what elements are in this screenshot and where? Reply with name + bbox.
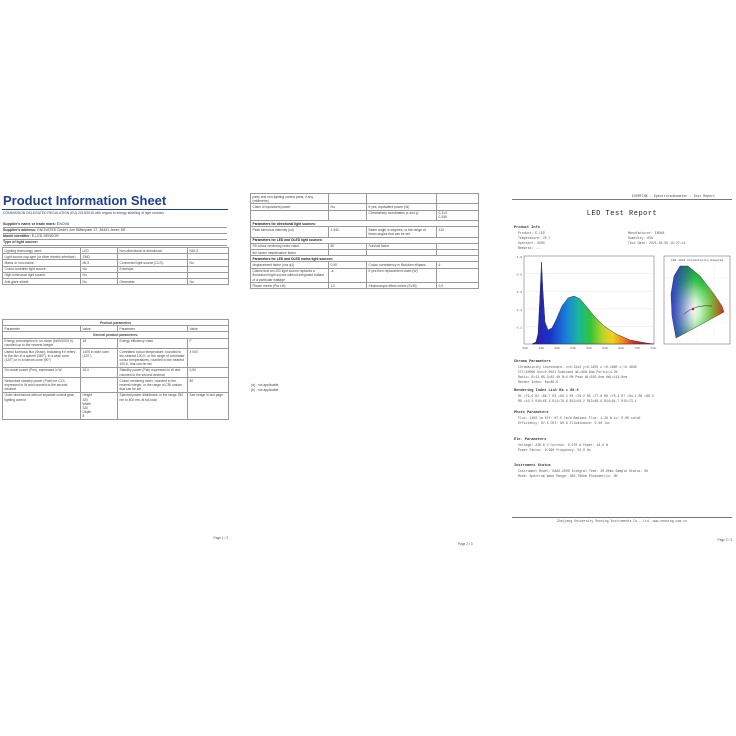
product-info-title: Product Info [514,226,540,230]
param-row-cell: Standby power (Psb) expressed in W and rounded to the second decimal [118,367,188,377]
type-row-cell: No [188,260,229,266]
type-row-cell: Light source cap-type (or other electric interface) [3,254,81,260]
inst-line: Instrument Model: HAAS-2000 Integral Time: 30.00ms Sample Status: OK [518,469,649,473]
type-label: Type of light source: [3,240,39,244]
mains-row-cell: Stroboscopic effect metric (SVM) [367,283,437,289]
elec-line: Voltage: 230.0 V Current: 0.070 A Power: 16.0 W [518,443,608,447]
type-row-cell: Connected light source (CLS): [118,260,188,266]
photo-title: Photo Parameters [514,411,549,415]
render-title: Rendering Index List Ra = 80.6 [514,389,579,393]
footnote-a: (a) - not applicable, [251,383,280,387]
supplier-name: ENOVA [56,222,70,226]
type-row-cell: Anti-glare shield: [3,279,81,285]
cont-row-cell: - [437,204,479,210]
page-number: Page 1 / 3 [213,536,228,540]
x-tick-label: 680 [618,347,624,350]
x-tick-label: 480 [554,347,560,350]
param-row [3,392,229,419]
dir-row-cell: Peak luminous intensity (cd) [251,227,329,237]
type-row-cell: MLS [81,260,118,266]
report-footer: Zhejiang University Sensing Instruments Co., Ltd. www.sensing.com.cn [556,519,688,523]
type-label-row [3,240,227,246]
dir-row-cell: 120 [437,227,479,237]
param-row-cell: - [81,378,118,393]
param-row-cell: 1400 in wide cone (120°) [81,349,118,368]
x-tick-label: 380 [522,347,528,350]
param-row [3,338,229,348]
led-row-cell: - [437,243,479,249]
chroma-line: Ratio: R=13.6% G=82.4% B=4.0% Peak WL=550.8nm HWL=116.0nm [518,375,628,379]
directional-header: Parameters for directional light sources: [251,221,479,227]
cont-row-cell: If yes, equivalent power (W) [367,204,437,210]
y-tick-label: 0.8 [516,273,522,277]
footer-rule [512,517,732,518]
type-row [3,279,229,285]
param-row [3,378,229,393]
supplier-name-label: Supplier's name or trade mark: [3,222,56,226]
footnote-b: (b) - not applicable. [251,388,280,392]
chromaticity-point [692,308,694,310]
param-row-cell: Energy efficiency class [118,338,188,348]
param-row-cell: 4 000 [188,349,229,368]
cont-row-cell [437,194,479,204]
chroma-title: Chroma Parameters [514,360,551,364]
photo-line: Flux: 1400 lm Eff: 87.5 lm/W Radiant Flux: 4.38 W Lv: 0.00 cd/m2 [518,416,641,420]
regulation-subtitle: COMMISSION DELEGATED REGULATION (EU) 2019/2015 with regard to energy labelling of light sources [3,211,164,215]
product-info-line: Operator: XXXX [518,241,545,245]
mains-row-cell: 0,90 [329,262,367,268]
cont-row-cell: 0,314 0,345 [437,210,479,220]
led-mains-header: Parameters for LED and OLED mains light sources: [251,256,479,262]
param-row-cell: Colour rendering index, rounded to the nearest integer, or the range of CRI-values that can be set [118,378,188,393]
cont-row-cell [329,194,367,204]
type-row-cell: Mains or non-mains: [3,260,81,266]
continued-table [250,193,479,289]
param-row-cell: 0,50 [188,367,229,377]
page-number: Page 2 / 3 [458,542,473,546]
y-tick-label: 0.2 [516,326,522,330]
type-row-cell: No [81,272,118,278]
cont-row-cell: parts and non-lighting control parts, if any, (millimetre) [251,194,329,204]
product-info-line: Humidity: 65% [628,236,653,240]
params-header: Product parameters [3,320,229,326]
x-tick-label: 530 [570,347,576,350]
cont-row [251,194,479,204]
cie-chart [662,254,732,356]
product-info-line: Test Date: 2021-03-05 15:27:14 [628,241,686,245]
x-tick-label: 780 [650,347,656,350]
type-row-cell: NDLS [188,248,229,254]
product-info-line: Remarks: ... [518,246,541,250]
y-tick-label: 0.4 [516,308,522,312]
chroma-line: Chromaticity Coordinate: x=0.3142 y=0.3455 u'=0.1960 v'=0.4849 [518,365,637,369]
type-row-cell: Lighting technology used: [3,248,81,254]
y-tick-label: 1.0 [516,256,522,259]
mains-row [251,268,479,283]
mains-row-cell: -a [329,268,367,283]
page-2 [248,193,480,550]
param-row-cell: 18 [81,338,118,348]
param-row-cell: 16,0 [81,367,118,377]
type-row-cell: Dimmable: [118,279,188,285]
col-value: Value [188,326,229,332]
x-tick-label: 730 [634,347,640,350]
cont-row-cell: Claim of equivalent power [251,204,329,210]
header-rule [512,199,732,200]
inst-title: Instrument Status [514,464,551,468]
type-row-cell: No [188,279,229,285]
chroma-line: CCT=4000K Duv=0.0021 Dominant WL=498.6nm Purity=4.2% [518,370,618,374]
x-tick-label: 580 [586,347,592,350]
page-number: Page 3 / 3 [717,538,732,542]
dir-row-cell: 1 340 [329,227,367,237]
chroma-line: Render Index: Ra=80.6 [518,380,559,384]
type-row-cell: SMD [81,254,118,260]
led-row-cell: 80 [329,243,367,249]
supplier-address-label: Supplier's address: [3,228,37,232]
product-info-line: Product: E-LED [518,231,545,235]
param-row-cell: F [188,338,229,348]
mains-row-cell: - [437,268,479,283]
param-row [3,349,229,368]
elec-line: Power Factor: 0.990 Frequency: 50.0 Hz [518,448,591,452]
x-tick-label: 430 [538,347,544,350]
type-row-cell: High luminance light source: [3,272,81,278]
led-header: Parameters for LED and OLED light sources: [251,237,479,243]
param-row-cell: Useful luminous flux (Φuse), indicating if it refers to the flux in a sphere (360°), in a wide cone (120°) or in a narrow cone (90°) [3,349,81,368]
type-row-cell: Colour-tuneable light source: [3,266,81,272]
param-row-cell: Correlated colour temperature, rounded to the nearest 100 K, or the range of correlated colour temperatures, rounded to the nearest 100 K, that can be set [118,349,188,368]
type-row-cell: No [81,266,118,272]
param-row [3,367,229,377]
mains-row-cell: If yes then replacement claim (W) [367,268,437,283]
product-info-line: Manufacturer: ENOVA [628,231,665,235]
cie-title: CIE 1931 Chromaticity Diagram [670,259,724,262]
cont-row-cell [251,210,329,220]
dir-row [251,227,479,237]
footnotes [251,383,279,393]
param-row-cell: Height 320 Width 320 Depth 8 [81,392,118,419]
report-header: EVERFINE - Spectroradiometer - Test Report [632,194,716,198]
param-row-cell: Energy consumption in on-mode (kWh/1000 h), rounded up to the nearest integer [3,338,81,348]
param-row-cell: See image in last page [188,392,229,419]
cont-row [251,210,479,220]
mains-row-cell: displacement factor (cos φ1) [251,262,329,268]
led-row-cell: the lumen maintenance factor [251,250,329,256]
param-row-cell: Spectral power distribution in the range 250 nm to 800 nm, at full-load [118,392,188,419]
title-rule [2,209,228,210]
report-title: LED Test Report [586,210,658,218]
photo-line: Efficiency: 87.5 CRI: 80.6 Illuminance: 0.00 lux [518,421,610,425]
col-value: Value [81,326,118,332]
col-parameter: Parameter [118,326,188,332]
param-row-cell: Networked standby power (Pnet) for CLS, expressed in W and rounded to the second decimal [3,378,81,393]
dir-row-cell: Beam angle in degrees, or the range of beam angles that can be set [367,227,437,237]
mains-row-cell: 6 [437,262,479,268]
col-parameter: Parameter [3,326,81,332]
param-row-cell: Outer dimensions without separate control gear, lighting control [3,392,81,419]
light-source-type-table [2,247,229,285]
elec-title: Ele. Parameters [514,438,547,442]
mains-row-cell: Flicker metric (Pst LM) [251,283,329,289]
cont-row-cell [367,194,437,204]
type-row-cell: Envelope: [118,266,188,272]
render-line: R9 =10.2 R10=65.4 R11=76.6 R12=58.2 R13=80.9 R14=94.7 R15=73.1 [518,399,637,403]
type-row-cell: LED [81,248,118,254]
led-row-cell: R9 colour rendering index value [251,243,329,249]
type-row-cell: - [188,266,229,272]
param-row-cell: On-mode power (Pon), expressed in W [3,367,81,377]
y-tick-label: 0.6 [516,291,522,295]
cont-row-cell: Chromaticity coordinates (x and y) [367,210,437,220]
mains-row-cell: Colour consistency in McAdam ellipses [367,262,437,268]
model-label: Model identifier: [3,234,31,238]
mains-row [251,283,479,289]
type-row-cell: Non-directional or directional: [118,248,188,254]
general-header: General product parameters: [3,332,229,338]
model-identifier: E-LED-SENSOR [31,234,59,238]
product-info-line: Temperature: 25 C [518,236,551,240]
led-row-cell: Survival factor [367,243,437,249]
cont-row-cell: No [329,204,367,210]
mains-row-cell: Claims that an LED light source replaces a fluorescent light source without integrated ballast of a particular wattage [251,268,329,283]
cont-row-cell [329,210,367,220]
page-1 [0,185,232,550]
inst-line: Mode: Spectrum Wave Range: 380-780nm Photometric: ON [518,474,618,478]
supplier-address: ENOVATEK GmbH, Am Stifterpark 17, 26441 Jever, DE [37,228,126,232]
product-parameters-table [2,319,229,420]
page-3 [508,188,736,550]
param-row-cell: 80 [188,378,229,393]
type-row-cell: No [81,279,118,285]
mains-row-cell: 1,0 [329,283,367,289]
spectrum-chart [512,254,658,356]
sheet-title: Product Information Sheet [3,193,167,208]
x-tick-label: 630 [602,347,608,350]
render-line: R1 =79.6 R2 =86.7 R3 =90.1 R4 =79.2 R5 =77.6 R6 =78.4 R7 =84.1 R8 =68.5 [518,394,654,398]
mains-row-cell: 0,9 [437,283,479,289]
